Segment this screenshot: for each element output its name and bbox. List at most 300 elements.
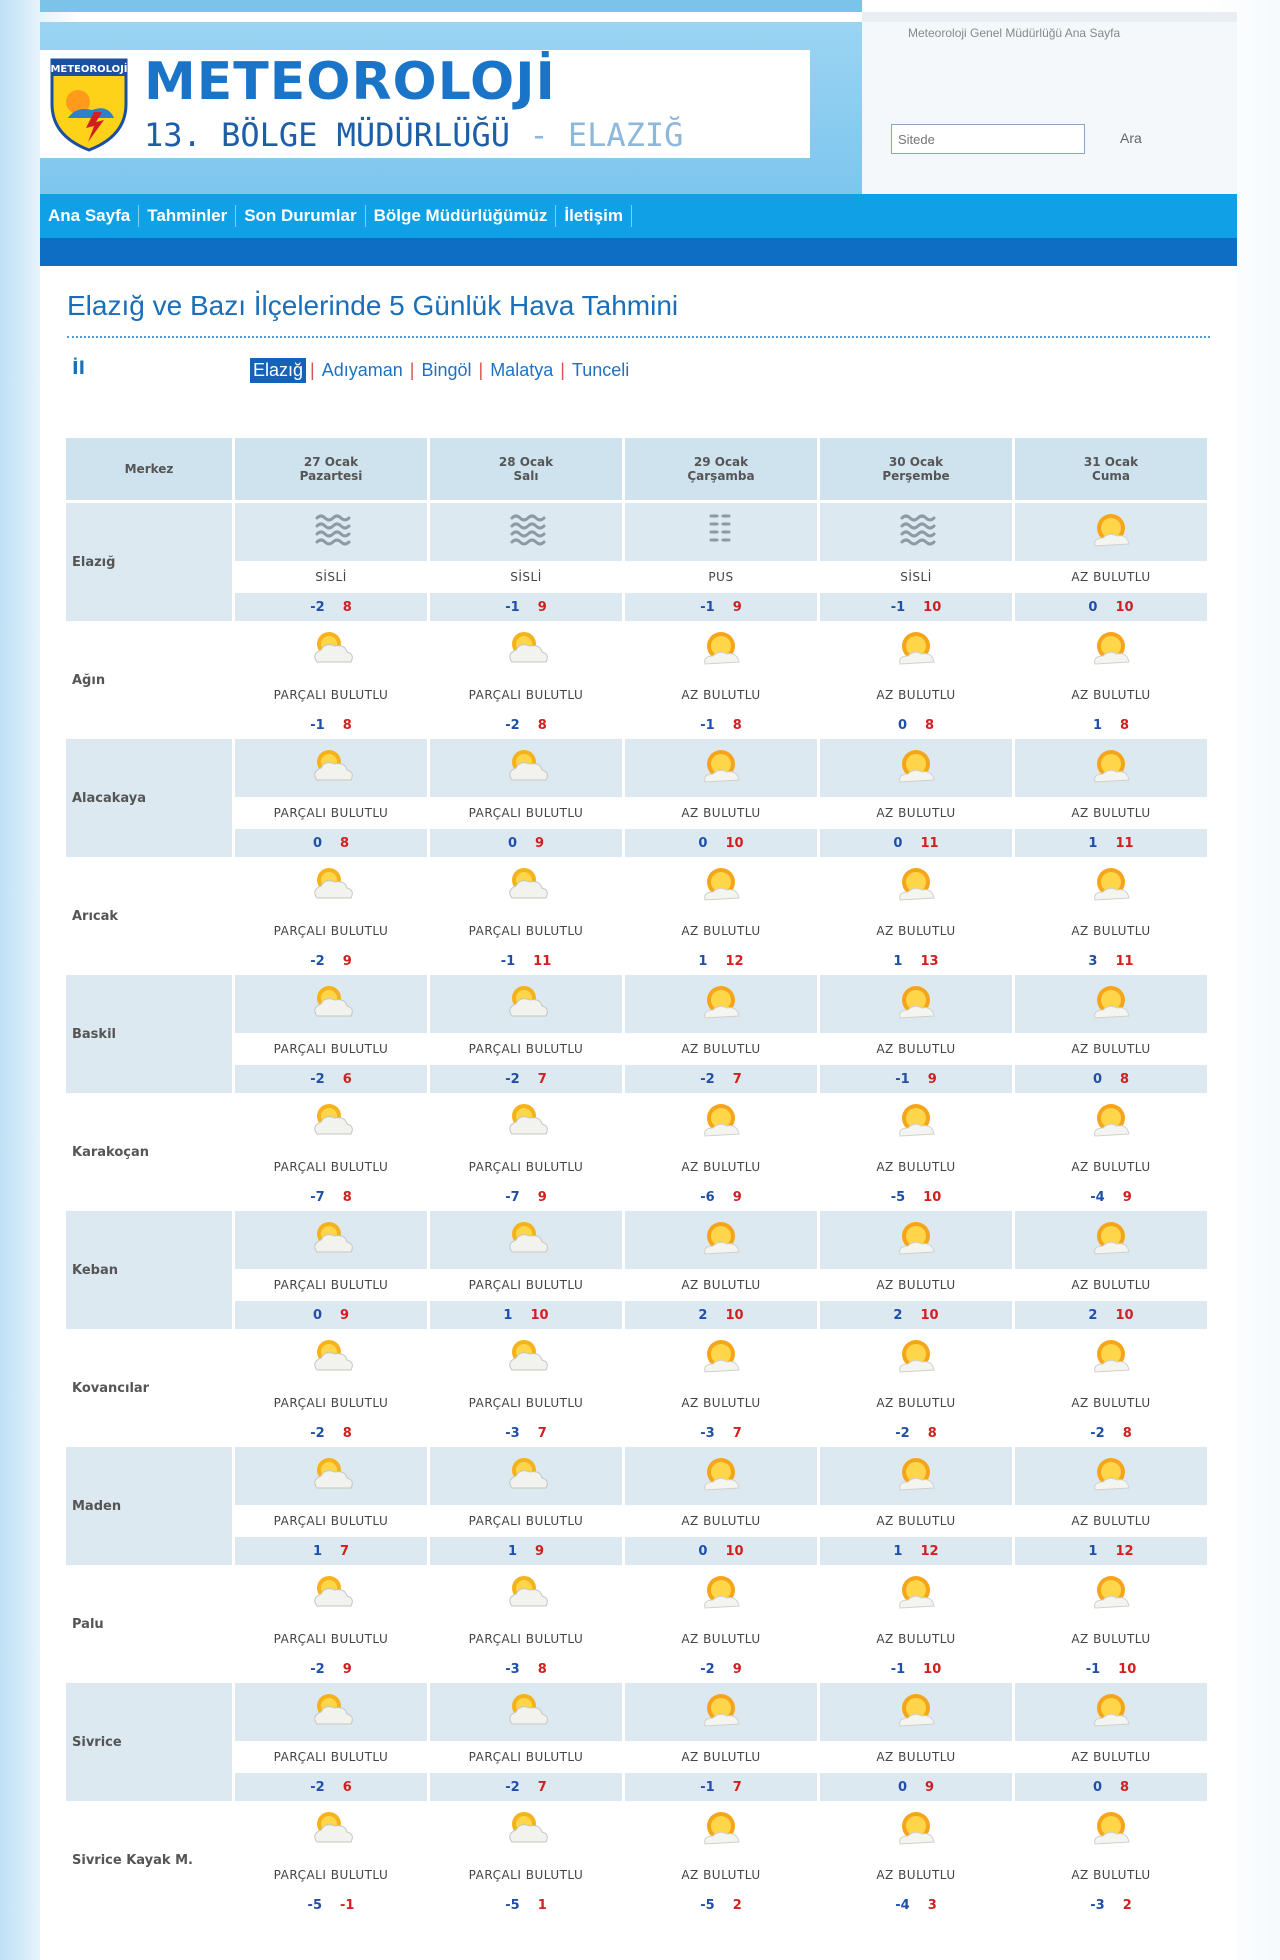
max-temp: 9 <box>732 1189 742 1205</box>
temp-cell <box>235 1773 427 1801</box>
min-temp: -5 <box>307 1897 322 1913</box>
max-temp: 2 <box>1122 1897 1132 1913</box>
mostly-sunny-icon <box>892 862 940 906</box>
condition-text: AZ BULUTLU <box>681 1396 761 1410</box>
max-temp: 7 <box>732 1071 742 1087</box>
province-link-bingol[interactable]: Bingöl <box>421 360 472 380</box>
condition-text: AZ BULUTLU <box>1015 1269 1207 1301</box>
table-row <box>66 1447 1207 1505</box>
province-link-tunceli[interactable]: Tunceli <box>571 360 630 380</box>
mostly-sunny-icon <box>1087 744 1135 788</box>
min-temp: 0 <box>698 835 708 851</box>
mostly-sunny-icon <box>1087 862 1135 906</box>
day-header <box>430 438 622 503</box>
forecast-header-row <box>66 438 1207 503</box>
min-temp: -1 <box>500 953 516 969</box>
condition-text: AZ BULUTLU <box>1071 924 1151 938</box>
separator: | <box>409 360 415 380</box>
temp-cell <box>820 1773 1012 1801</box>
max-temp: 9 <box>732 1661 742 1677</box>
min-temp: 0 <box>507 835 517 851</box>
max-temp: 7 <box>537 1425 547 1441</box>
district-name: Palu <box>72 1616 104 1632</box>
weather-icon-cell <box>625 1683 817 1741</box>
max-temp: 13 <box>920 953 939 969</box>
search-button[interactable]: Ara <box>1120 130 1142 146</box>
max-temp: 9 <box>535 835 545 851</box>
table-row <box>66 561 1207 593</box>
partly-cloudy-icon <box>502 1688 550 1732</box>
weather-icon-cell <box>430 975 622 1033</box>
max-temp: 10 <box>923 1189 942 1205</box>
table-row <box>66 1859 1207 1891</box>
min-temp: 0 <box>698 1543 708 1559</box>
mostly-sunny-icon <box>1087 626 1135 670</box>
weather-icon-cell <box>430 621 622 679</box>
table-row <box>66 503 1207 561</box>
temp-cell <box>820 1891 1012 1919</box>
mostly-sunny-icon <box>697 1688 745 1732</box>
max-temp: 11 <box>920 835 939 851</box>
weather-icon-cell <box>1015 1683 1207 1741</box>
weather-icon-cell <box>820 857 1012 915</box>
partly-cloudy-icon <box>307 1452 355 1496</box>
temp-cell <box>625 1891 817 1919</box>
temp-cell <box>625 1419 817 1447</box>
weather-icon-cell <box>625 857 817 915</box>
max-temp: 8 <box>342 1189 352 1205</box>
table-row <box>66 975 1207 1033</box>
weather-icon-cell <box>625 503 817 561</box>
min-temp: -2 <box>895 1425 910 1441</box>
forecast-body <box>66 503 1207 1919</box>
weather-icon-cell <box>235 975 427 1033</box>
temp-cell <box>820 1183 1012 1211</box>
logo-text: METEOROLOJİ <box>50 64 128 75</box>
condition-text: PARÇALI BULUTLU <box>468 1632 584 1646</box>
nav-tahminler[interactable]: Tahminler <box>139 205 236 227</box>
min-temp: -7 <box>505 1189 520 1205</box>
max-temp: 11 <box>533 953 552 969</box>
condition-text: PARÇALI BULUTLU <box>273 1160 389 1174</box>
weather-icon-cell <box>1015 1329 1207 1387</box>
partly-cloudy-icon <box>502 980 550 1024</box>
condition-text: AZ BULUTLU <box>1071 688 1151 702</box>
weather-icon-cell <box>820 1093 1012 1151</box>
temp-cell <box>235 1419 427 1447</box>
mostly-sunny-icon <box>892 744 940 788</box>
province-selector <box>250 358 632 383</box>
min-temp: -2 <box>310 1779 325 1795</box>
nav-son-durumlar[interactable]: Son Durumlar <box>236 205 365 227</box>
temp-cell <box>235 593 427 621</box>
condition-text: AZ BULUTLU <box>1015 1505 1207 1537</box>
max-temp: 8 <box>537 1661 547 1677</box>
table-row <box>66 915 1207 947</box>
table-row <box>66 593 1207 621</box>
min-temp: -2 <box>1090 1425 1105 1441</box>
mostly-sunny-icon <box>697 862 745 906</box>
condition-text: PARÇALI BULUTLU <box>468 1160 584 1174</box>
partly-cloudy-icon <box>307 1806 355 1850</box>
condition-text: PARÇALI BULUTLU <box>273 688 389 702</box>
mostly-sunny-icon <box>697 626 745 670</box>
table-row <box>66 1655 1207 1683</box>
max-temp: 3 <box>927 1897 937 1913</box>
max-temp: 12 <box>1115 1543 1134 1559</box>
min-temp: -2 <box>310 599 325 615</box>
temp-cell <box>430 1773 622 1801</box>
temp-cell <box>820 593 1012 621</box>
day-date: 27 Ocak <box>303 455 359 469</box>
temp-cell <box>1015 1655 1207 1683</box>
day-weekday: Perşembe <box>882 469 950 483</box>
max-temp: 10 <box>920 1307 939 1323</box>
condition-text: AZ BULUTLU <box>876 1632 956 1646</box>
max-temp: 9 <box>535 1543 545 1559</box>
weather-icon-cell <box>235 857 427 915</box>
mostly-sunny-icon <box>1087 980 1135 1024</box>
condition-text: AZ BULUTLU <box>681 924 761 938</box>
mostly-sunny-icon <box>1087 1570 1135 1614</box>
condition-text: AZ BULUTLU <box>681 688 761 702</box>
max-temp: 8 <box>340 835 350 851</box>
mostly-sunny-icon <box>892 1688 940 1732</box>
table-row <box>66 1537 1207 1565</box>
site-logo[interactable] <box>40 50 810 158</box>
condition-text: PARÇALI BULUTLU <box>430 1033 622 1065</box>
temp-cell <box>625 1301 817 1329</box>
condition-text: AZ BULUTLU <box>681 1632 761 1646</box>
meteoroloji-shield-logo <box>48 56 130 152</box>
partly-cloudy-icon <box>502 1216 550 1260</box>
max-temp: 10 <box>1115 599 1134 615</box>
nav-bolge-mudurlugumuz[interactable]: Bölge Müdürlüğümüz <box>366 205 557 227</box>
table-row <box>66 1419 1207 1447</box>
condition-text: AZ BULUTLU <box>1015 797 1207 829</box>
province-link-adiyaman[interactable]: Adıyaman <box>321 360 403 380</box>
temp-cell <box>625 1065 817 1093</box>
temp-cell <box>235 829 427 857</box>
nav-ana-sayfa[interactable]: Ana Sayfa <box>40 205 139 227</box>
temp-cell <box>1015 711 1207 739</box>
haze-icon <box>697 508 745 552</box>
max-temp: 8 <box>342 1425 352 1441</box>
condition-text: PARÇALI BULUTLU <box>430 1505 622 1537</box>
search-input[interactable] <box>891 124 1085 154</box>
mostly-sunny-icon <box>892 1806 940 1850</box>
condition-text: AZ BULUTLU <box>876 1396 956 1410</box>
condition-text: AZ BULUTLU <box>625 1033 817 1065</box>
day-weekday: Salı <box>513 469 539 483</box>
partly-cloudy-icon <box>307 744 355 788</box>
weather-icon-cell <box>235 1447 427 1505</box>
title-divider <box>67 336 1210 338</box>
weather-icon-cell <box>625 1447 817 1505</box>
condition-text: PARÇALI BULUTLU <box>468 1396 584 1410</box>
mostly-sunny-icon <box>697 1452 745 1496</box>
min-temp: -2 <box>700 1661 715 1677</box>
min-temp: -3 <box>505 1425 520 1441</box>
condition-text: PARÇALI BULUTLU <box>235 1741 427 1773</box>
max-temp: 9 <box>1122 1189 1132 1205</box>
condition-text: AZ BULUTLU <box>681 1868 761 1882</box>
weather-icon-cell <box>430 857 622 915</box>
temp-cell <box>235 1891 427 1919</box>
temp-cell <box>235 711 427 739</box>
max-temp: 8 <box>342 717 352 733</box>
max-temp: 10 <box>725 1307 744 1323</box>
district-name: Maden <box>66 1447 232 1565</box>
separator: | <box>310 360 315 380</box>
district-name: Arıcak <box>72 908 119 924</box>
mostly-sunny-icon <box>892 626 940 670</box>
temp-cell <box>1015 947 1207 975</box>
max-temp: 10 <box>530 1307 549 1323</box>
condition-text: PUS <box>625 561 817 593</box>
min-temp: -4 <box>1090 1189 1105 1205</box>
il-label: İl <box>72 358 85 379</box>
table-row <box>66 1151 1207 1183</box>
condition-text: AZ BULUTLU <box>1071 1632 1151 1646</box>
temp-cell <box>820 1301 1012 1329</box>
weather-icon-cell <box>820 1211 1012 1269</box>
condition-text: AZ BULUTLU <box>625 1505 817 1537</box>
min-temp: -1 <box>505 599 520 615</box>
min-temp: 0 <box>1092 1779 1102 1795</box>
table-row <box>66 1623 1207 1655</box>
table-row <box>66 1741 1207 1773</box>
top-strip <box>40 0 862 12</box>
temp-cell <box>625 1537 817 1565</box>
weather-icon-cell <box>235 739 427 797</box>
max-temp: -1 <box>340 1897 355 1913</box>
temp-cell <box>1015 1891 1207 1919</box>
temp-cell <box>430 1065 622 1093</box>
day-header <box>820 438 1012 503</box>
table-row <box>66 1505 1207 1537</box>
condition-text: AZ BULUTLU <box>625 1741 817 1773</box>
temp-cell <box>235 1655 427 1683</box>
min-temp: -2 <box>505 1071 520 1087</box>
min-temp: 1 <box>1092 717 1102 733</box>
weather-icon-cell <box>430 1447 622 1505</box>
weather-icon-cell <box>625 1565 817 1623</box>
district-name: Sivrice Kayak M. <box>72 1852 193 1868</box>
temp-cell <box>625 1655 817 1683</box>
weather-icon-cell <box>235 503 427 561</box>
min-temp: -1 <box>890 1661 906 1677</box>
min-temp: -2 <box>310 1071 325 1087</box>
temp-cell <box>430 1891 622 1919</box>
table-row <box>66 1093 1207 1151</box>
min-temp: -5 <box>505 1897 520 1913</box>
table-row <box>66 1329 1207 1387</box>
max-temp: 9 <box>927 1071 937 1087</box>
day-date: 30 Ocak <box>888 455 944 469</box>
temp-cell <box>430 1655 622 1683</box>
mostly-sunny-icon <box>1087 1334 1135 1378</box>
weather-icon-cell <box>430 1211 622 1269</box>
max-temp: 8 <box>732 717 742 733</box>
weather-icon-cell <box>235 1565 427 1623</box>
min-temp: -3 <box>505 1661 520 1677</box>
condition-text: AZ BULUTLU <box>625 797 817 829</box>
condition-text: PARÇALI BULUTLU <box>235 1269 427 1301</box>
max-temp: 7 <box>732 1425 742 1441</box>
condition-text: PARÇALI BULUTLU <box>430 1269 622 1301</box>
weather-icon-cell <box>625 975 817 1033</box>
max-temp: 7 <box>537 1071 547 1087</box>
weather-icon-cell <box>1015 1801 1207 1859</box>
district-name: Baskil <box>66 975 232 1093</box>
district-name: Sivrice <box>66 1683 232 1801</box>
min-temp: 3 <box>1088 953 1098 969</box>
condition-text: AZ BULUTLU <box>820 797 1012 829</box>
weather-icon-cell <box>820 1565 1012 1623</box>
partly-cloudy-icon <box>502 1806 550 1850</box>
partly-cloudy-icon <box>502 862 550 906</box>
header-utility <box>862 22 1237 194</box>
mostly-sunny-icon <box>697 744 745 788</box>
weather-icon-cell <box>820 739 1012 797</box>
min-temp: 2 <box>698 1307 708 1323</box>
weather-icon-cell <box>430 1093 622 1151</box>
weather-icon-cell <box>1015 503 1207 561</box>
table-row <box>66 679 1207 711</box>
nav-iletisim[interactable]: İletişim <box>556 205 632 227</box>
brand-subtitle-text: 13. BÖLGE MÜDÜRLÜĞÜ <box>144 116 511 154</box>
fog-icon <box>307 508 355 552</box>
min-temp: 0 <box>897 1779 907 1795</box>
condition-text: PARÇALI BULUTLU <box>430 797 622 829</box>
max-temp: 6 <box>342 1779 352 1795</box>
condition-text: PARÇALI BULUTLU <box>468 1868 584 1882</box>
max-temp: 9 <box>342 953 352 969</box>
table-row <box>66 1891 1207 1919</box>
table-row <box>66 1183 1207 1211</box>
weather-icon-cell <box>235 1211 427 1269</box>
min-temp: -5 <box>700 1897 715 1913</box>
condition-text: AZ BULUTLU <box>1071 1868 1151 1882</box>
partly-cloudy-icon <box>307 1334 355 1378</box>
partly-cloudy-icon <box>307 1570 355 1614</box>
temp-cell <box>625 593 817 621</box>
weather-icon-cell <box>1015 1447 1207 1505</box>
district-name: Ağın <box>72 672 106 688</box>
min-temp: 1 <box>507 1543 517 1559</box>
district-name: Alacakaya <box>66 739 232 857</box>
table-row <box>66 1269 1207 1301</box>
temp-cell <box>820 711 1012 739</box>
temp-cell <box>1015 593 1207 621</box>
partly-cloudy-icon <box>307 626 355 670</box>
min-temp: -5 <box>890 1189 906 1205</box>
mostly-sunny-icon <box>1087 508 1135 552</box>
partly-cloudy-icon <box>307 1098 355 1142</box>
min-temp: -6 <box>700 1189 715 1205</box>
partly-cloudy-icon <box>502 744 550 788</box>
mostly-sunny-icon <box>1087 1098 1135 1142</box>
corner-header: Merkez <box>66 438 232 503</box>
weather-icon-cell <box>625 1801 817 1859</box>
max-temp: 11 <box>1115 835 1134 851</box>
max-temp: 8 <box>1122 1425 1132 1441</box>
day-weekday: Pazartesi <box>299 469 363 483</box>
condition-text: AZ BULUTLU <box>1015 1741 1207 1773</box>
province-link-malatya[interactable]: Malatya <box>490 360 554 380</box>
partly-cloudy-icon <box>307 1688 355 1732</box>
weather-icon-cell <box>820 1801 1012 1859</box>
temp-cell <box>820 1419 1012 1447</box>
gm-homepage-link[interactable]: Meteoroloji Genel Müdürlüğü Ana Sayfa <box>908 26 1121 40</box>
day-header <box>235 438 427 503</box>
district-name: Karakoçan <box>72 1144 149 1160</box>
max-temp: 11 <box>1115 953 1134 969</box>
min-temp: 1 <box>893 1543 903 1559</box>
mostly-sunny-icon <box>1087 1688 1135 1732</box>
condition-text: AZ BULUTLU <box>820 1505 1012 1537</box>
max-temp: 8 <box>1120 1779 1130 1795</box>
min-temp: 1 <box>698 953 708 969</box>
condition-text: AZ BULUTLU <box>876 1160 956 1174</box>
table-row <box>66 797 1207 829</box>
brand-subtitle <box>144 116 683 154</box>
weather-icon-cell <box>625 1329 817 1387</box>
max-temp: 8 <box>927 1425 937 1441</box>
weather-icon-cell <box>820 1683 1012 1741</box>
fog-icon <box>502 508 550 552</box>
province-link-elazig[interactable]: Elazığ <box>250 358 306 383</box>
district-name: Kovancılar <box>72 1380 150 1396</box>
weather-icon-cell <box>1015 857 1207 915</box>
max-temp: 9 <box>537 1189 547 1205</box>
partly-cloudy-icon <box>502 1570 550 1614</box>
partly-cloudy-icon <box>307 862 355 906</box>
weather-icon-cell <box>1015 975 1207 1033</box>
temp-cell <box>235 1537 427 1565</box>
min-temp: -2 <box>310 1661 325 1677</box>
table-row <box>66 1065 1207 1093</box>
min-temp: -3 <box>1090 1897 1105 1913</box>
temp-cell <box>235 1183 427 1211</box>
temp-cell <box>1015 1301 1207 1329</box>
main-content <box>40 266 1237 1960</box>
weather-icon-cell <box>235 1093 427 1151</box>
table-row <box>66 1565 1207 1623</box>
partly-cloudy-icon <box>502 1098 550 1142</box>
condition-text: PARÇALI BULUTLU <box>235 797 427 829</box>
min-temp: 0 <box>1092 1071 1102 1087</box>
min-temp: 0 <box>897 717 907 733</box>
temp-cell <box>625 1773 817 1801</box>
max-temp: 9 <box>342 1661 352 1677</box>
weather-icon-cell <box>1015 621 1207 679</box>
table-row <box>66 1683 1207 1741</box>
max-temp: 8 <box>1120 717 1130 733</box>
condition-text: PARÇALI BULUTLU <box>468 924 584 938</box>
brand-city: - ELAZIĞ <box>529 116 684 154</box>
weather-icon-cell <box>430 739 622 797</box>
mostly-sunny-icon <box>892 1334 940 1378</box>
mostly-sunny-icon <box>697 1806 745 1850</box>
day-weekday: Cuma <box>1092 469 1130 483</box>
day-header <box>625 438 817 503</box>
weather-icon-cell <box>625 621 817 679</box>
partly-cloudy-icon <box>307 1216 355 1260</box>
min-temp: -4 <box>895 1897 910 1913</box>
condition-text: PARÇALI BULUTLU <box>468 688 584 702</box>
